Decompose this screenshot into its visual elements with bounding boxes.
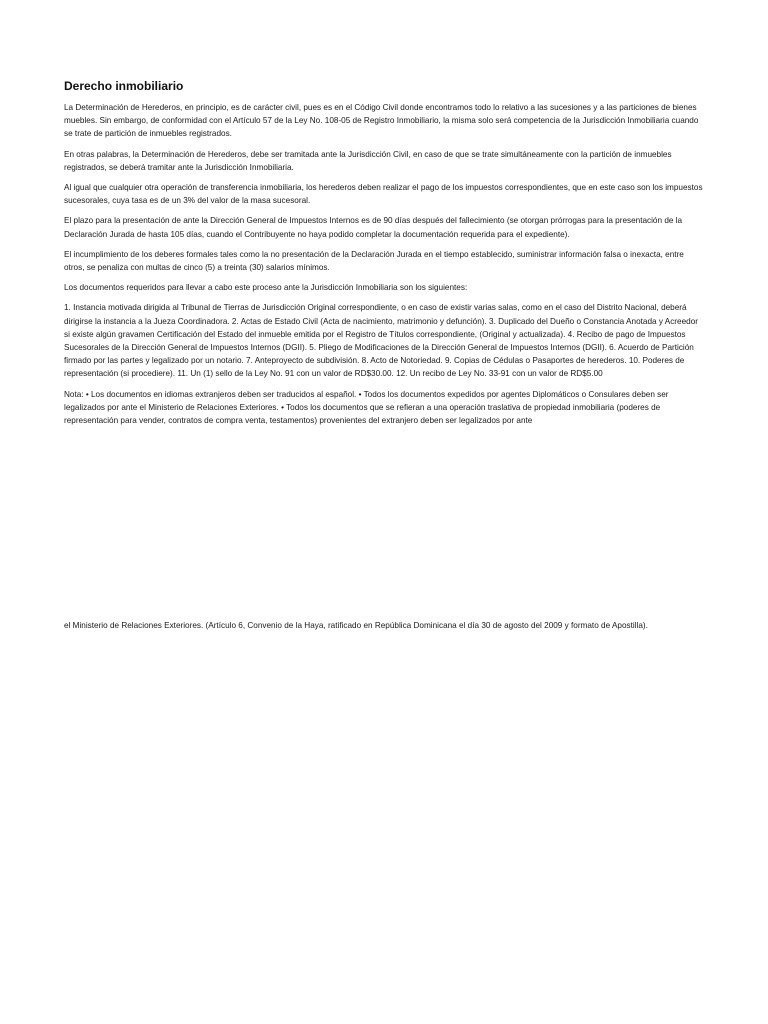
paragraph-taxes: Al igual que cualquier otra operación de transferencia inmobiliaria, los herederos deben realizar el pago de los impuestos correspondientes, que en este caso son los impuestos sucesorales, cuya tasa es de un 3% del valor de la masa sucesoral.: [64, 183, 703, 206]
paragraph-deadline: El plazo para la presentación de ante la Dirección General de Impuestos Internos es de 90 días después del fallecimiento (se otorgan prórrogas para la presentación de la Declaración Jurada de hasta 105 días, cuando el Contribuyente no haya podido completar la documentación requerida para el expediente).: [64, 216, 683, 239]
paragraph-note: Nota: • Los documentos en idiomas extranjeros deben ser traducidos al español. • Todos los documentos expedidos por agentes Diplomáticos o Consulares deben ser legalizados por ante el Ministerio de Relaciones Exteriores. • Todos los documentos que se refieran a una operación traslativa de propiedad inmobiliaria (poderes de representación para vender, contratos de compra venta, testamentos) provenientes del extranjero deben ser legalizados por ante: [64, 389, 669, 426]
paragraph-intro: La Determinación de Herederos, en principio, es de carácter civil, pues es en el Código Civil donde encontramos todo lo relativo a las sucesiones y a las particiones de bienes muebles. Sin embargo, de conformidad con el Artículo 57 de la Ley No. 108-05 de Registro Inmobiliario, la misma solo será competencia de la Jurisdicción Inmobiliaria cuando se trate de partición de inmuebles registrados.: [64, 103, 699, 139]
paragraph-required-docs-intro: Los documentos requeridos para llevar a cabo este proceso ante la Jurisdicción Inmobiliaria son los siguientes:: [64, 283, 468, 293]
paragraph-penalties: El incumplimiento de los deberes formales tales como la no presentación de la Declaración Jurada en el tiempo establecido, suministrar información falsa o inexacta, entre otros, se penaliza con multas de cinco (5) a treinta (30) salarios mínimos.: [64, 249, 684, 273]
paragraph-continuation: el Ministerio de Relaciones Exteriores. (Artículo 6, Convenio de la Haya, ratificado en República Dominicana el día 30 de agosto del 2009 y formato de Apostilla).: [64, 621, 648, 630]
document-body: [64, 78, 704, 434]
paragraph-required-docs-list: 1. Instancia motivada dirigida al Tribunal de Tierras de Jurisdicción Original correspondiente, o en caso de existir varias salas, como en el caso del Distrito Nacional, deberá dirigirse la instancia a la Jueza Coordinadora. 2. Actas de Estado Civil (Acta de nacimiento, matrimonio y defunción). 3. Duplicado del Dueño o Constancia Anotada y Acreedor si existe algún gravamen Certificación del Estado del inmueble emitida por el Registro de Títulos correspondiente, (Original y actualizada). 4. Recibo de pago de Impuestos Sucesorales de la Dirección General de Impuestos Internos (DGII). 5. Pliego de Modificaciones de la Dirección General de Impuestos Internos (DGII). 6. Acuerdo de Partición firmado por las partes y legalizado por un notario. 7. Anteproyecto de subdivisión. 8. Acto de Notoriedad. 9. Copias de Cédulas o Pasaportes de herederos. 10. Poderes de representación (si procediere). 11. Un (1) sello de la Ley No. 91 con un valor de RD$30.00. 12. Un recibo de Ley No. 33-91 con un valor de RD$5.00: [64, 303, 698, 379]
paragraph-other-words: En otras palabras, la Determinación de Herederos, debe ser tramitada ante la Jurisdicción Civil, en caso de que se trate simultáneamente con la partición de inmuebles registrados, se deberá tramitar ante la Jurisdicción Inmobiliaria.: [64, 149, 672, 172]
document-title: Derecho inmobiliario: [64, 79, 184, 93]
